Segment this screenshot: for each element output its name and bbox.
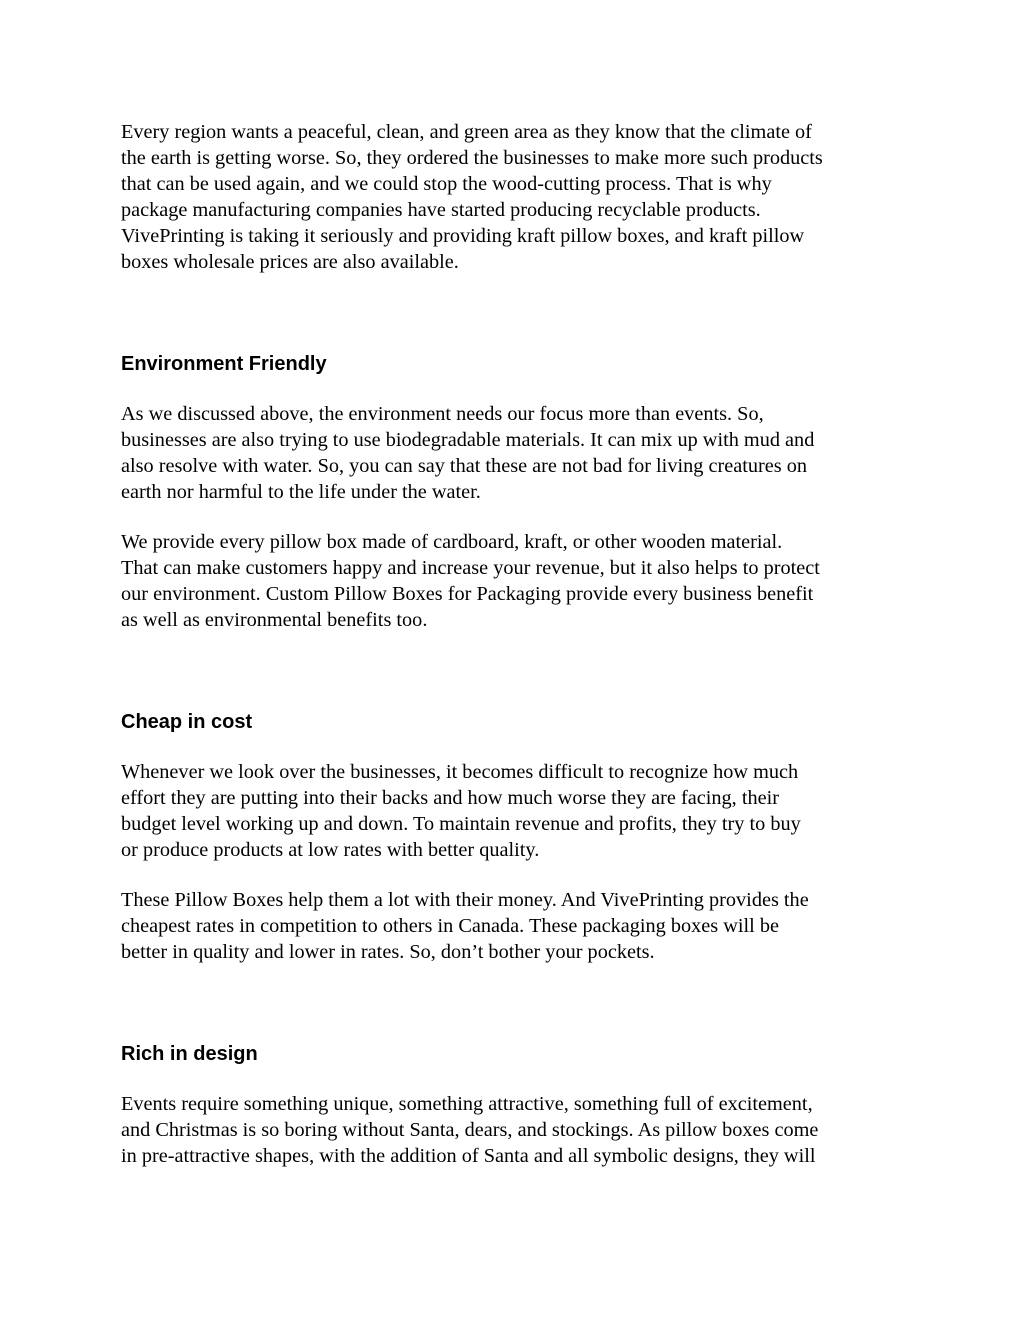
document-body bbox=[121, 119, 911, 1169]
paragraph bbox=[121, 401, 911, 505]
text-line: Events require something unique, something attractive, something full of excitement, bbox=[121, 1093, 813, 1115]
text-line: effort they are putting into their backs and how much worse they are facing, their bbox=[121, 787, 779, 809]
text-line: also resolve with water. So, you can say that these are not bad for living creatures on bbox=[121, 455, 807, 477]
text-line: in pre-attractive shapes, with the addition of Santa and all symbolic designs, they will bbox=[121, 1145, 816, 1167]
text-line: that can be used again, and we could stop the wood-cutting process. That is why bbox=[121, 173, 772, 195]
paragraph bbox=[121, 529, 911, 633]
text-line: cheapest rates in competition to others in Canada. These packaging boxes will be bbox=[121, 915, 780, 937]
section-heading-environment-friendly: Environment Friendly bbox=[121, 353, 327, 375]
paragraph bbox=[121, 1091, 911, 1169]
text-line: These Pillow Boxes help them a lot with their money. And VivePrinting provides the bbox=[121, 889, 809, 911]
text-line: budget level working up and down. To maintain revenue and profits, they try to buy bbox=[121, 813, 801, 835]
text-line: as well as environmental benefits too. bbox=[121, 609, 428, 631]
paragraph bbox=[121, 759, 911, 863]
section-heading-rich-in-design: Rich in design bbox=[121, 1043, 258, 1065]
text-line: VivePrinting is taking it seriously and providing kraft pillow boxes, and kraft pillow bbox=[121, 225, 805, 247]
text-line: As we discussed above, the environment needs our focus more than events. So, bbox=[121, 403, 764, 425]
text-line: We provide every pillow box made of cardboard, kraft, or other wooden material. bbox=[121, 531, 783, 553]
text-line: businesses are also trying to use biodegradable materials. It can mix up with mud and bbox=[121, 429, 815, 451]
intro-paragraph bbox=[121, 119, 911, 275]
text-line: better in quality and lower in rates. So, don’t bother your pockets. bbox=[121, 941, 655, 963]
section-heading-cheap-in-cost: Cheap in cost bbox=[121, 711, 253, 733]
text-line: boxes wholesale prices are also available. bbox=[121, 251, 459, 273]
text-line: package manufacturing companies have started producing recyclable products. bbox=[121, 199, 761, 221]
text-line: Every region wants a peaceful, clean, and green area as they know that the climate of bbox=[121, 121, 812, 143]
text-line: or produce products at low rates with better quality. bbox=[121, 839, 540, 861]
text-line: That can make customers happy and increase your revenue, but it also helps to protect bbox=[121, 557, 820, 579]
text-line: Whenever we look over the businesses, it becomes difficult to recognize how much bbox=[121, 761, 799, 783]
text-line: and Christmas is so boring without Santa, dears, and stockings. As pillow boxes come bbox=[121, 1119, 819, 1141]
paragraph bbox=[121, 887, 911, 965]
text-line: our environment. Custom Pillow Boxes for Packaging provide every business benefit bbox=[121, 583, 814, 605]
text-line: the earth is getting worse. So, they ordered the businesses to make more such products bbox=[121, 147, 823, 169]
text-line: earth nor harmful to the life under the water. bbox=[121, 481, 481, 503]
